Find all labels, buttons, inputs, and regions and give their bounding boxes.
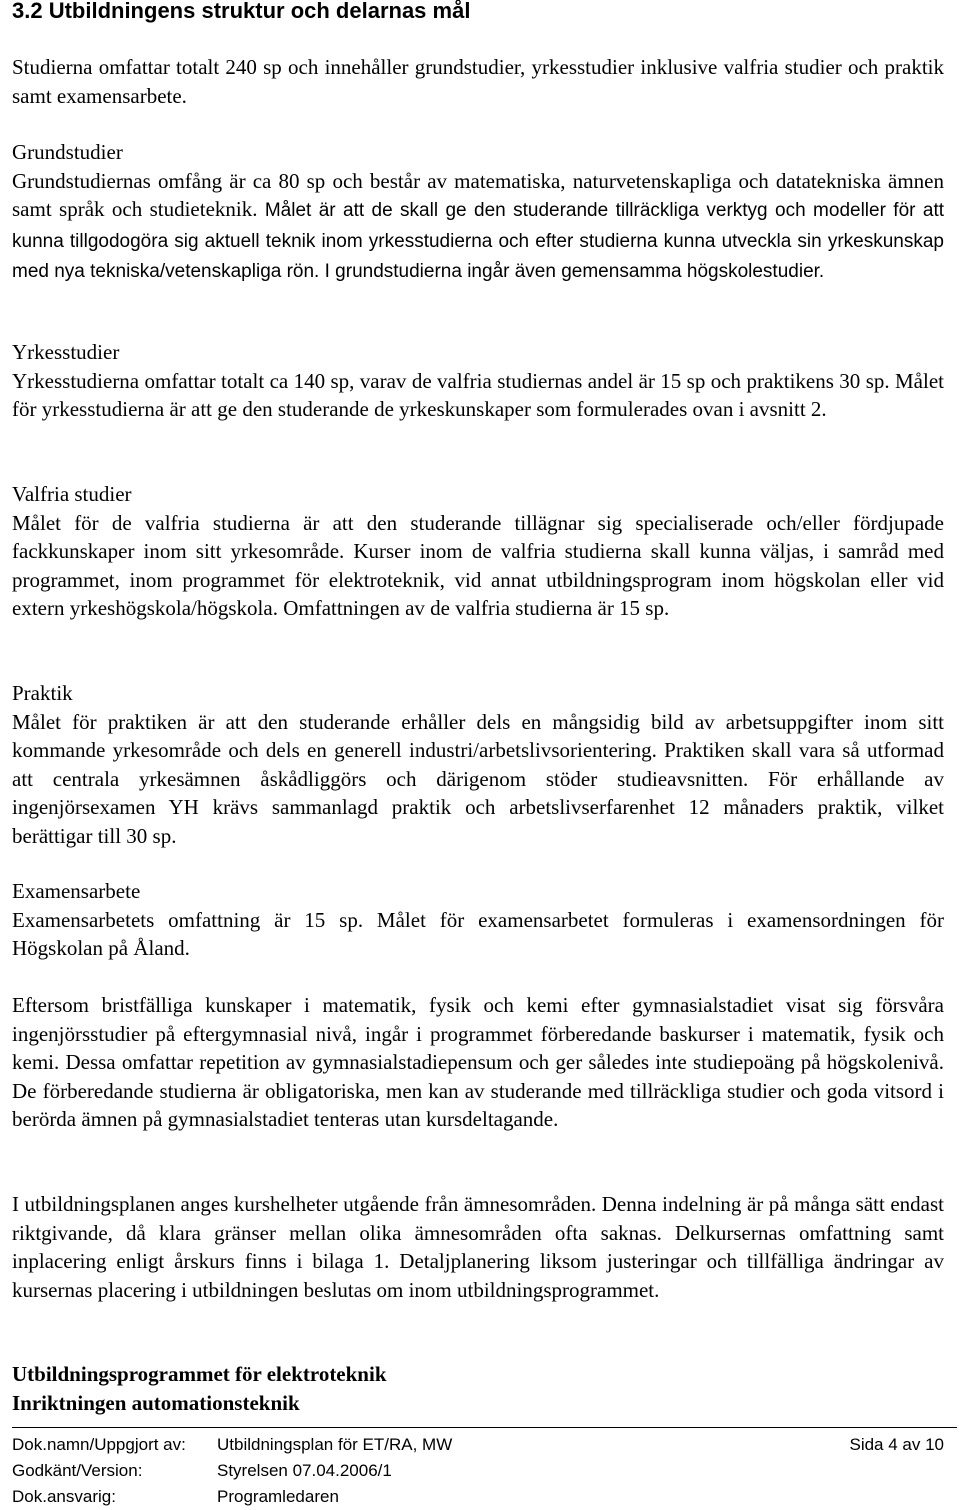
intro-paragraph — [12, 53, 944, 110]
praktik-text: Målet för praktiken är att den studerande erhåller dels en mångsidig bild av arbetsuppgifter inom sitt kommande yrkesområde och dels en generell industri/arbetslivsorientering. Praktiken skall vara så utformad att centrala yrkesämnen åskådliggörs och därigenom stöder studieavsnitten. För erhållande av ingenjörsexamen YH krävs sammanlagd praktik och arbetslivserfarenhet 12 månaders praktik, vilket berättigar till 30 sp. — [12, 709, 944, 848]
valfria-section — [12, 480, 944, 623]
intro-text: Studierna omfattar totalt 240 sp och innehåller grundstudier, yrkesstudier inklusive valfria studier och praktik samt examensarbete. — [12, 55, 944, 108]
grundstudier-paragraph — [12, 167, 944, 287]
footer-info — [12, 1432, 452, 1510]
footer-owner-label: Dok.ansvarig: — [12, 1487, 116, 1506]
grundstudier-section — [12, 138, 944, 287]
page-number: Sida 4 av 10 — [849, 1435, 944, 1454]
footer-approved-row — [12, 1458, 452, 1484]
yrkesstudier-section — [12, 338, 944, 424]
examensarbete-text: Examensarbetets omfattning är 15 sp. Målet för examensarbetet formuleras i examensordningen för Högskolan på Åland. — [12, 907, 944, 960]
footer-approved-value: Styrelsen 07.04.2006/1 — [217, 1461, 392, 1480]
utbildningsplanen-paragraph — [12, 1190, 944, 1304]
valfria-heading: Valfria studier — [12, 482, 132, 506]
valfria-text: Målet för de valfria studierna är att den studerande tillägnar sig specialiserade och/eller fördjupade fackkunskaper inom sitt yrkesområde. Kurser inom de valfria studierna skall kunna väljas, i samråd med programmet, inom programmet för elektroteknik, vid annat utbildningsprogram inom högskolan eller vid extern yrkeshögskola/högskola. Omfattningen av de valfria studierna är 15 sp. — [12, 510, 944, 620]
program-title-line-1: Utbildningsprogrammet för elektroteknik — [12, 1362, 387, 1386]
section-title: 3.2 Utbildningens struktur och delarnas mål — [12, 0, 471, 23]
baskurser-paragraph — [12, 991, 944, 1134]
footer-approved-label: Godkänt/Version: — [12, 1461, 143, 1480]
grundstudier-heading: Grundstudier — [12, 140, 123, 164]
footer-owner-value: Programledaren — [217, 1487, 339, 1506]
examensarbete-heading: Examensarbete — [12, 879, 141, 903]
utbildningsplanen-text: I utbildningsplanen anges kurshelheter utgående från ämnesområden. Denna indelning är på många sätt endast riktgivande, då klara gränser mellan olika ämnesområden ofta saknas. Delkursernas omfattning samt inplacering enligt årskurs finns i bilaga 1. Detaljplanering liksom justeringar och tillfälliga ändringar av kursernas placering i utbildningen beslutas om inom utbildningsprogrammet. — [12, 1192, 944, 1302]
yrkesstudier-text: Yrkesstudierna omfattar totalt ca 140 sp, varav de valfria studiernas andel är 15 sp och praktikens 30 sp. Målet för yrkesstudierna är att ge den studerande de yrkeskunskaper som formulerades ovan i avsnitt 2. — [12, 368, 944, 421]
footer-owner-row — [12, 1484, 452, 1510]
footer-divider — [12, 1427, 957, 1428]
footer-doc-value: Utbildningsplan för ET/RA, MW — [217, 1435, 453, 1454]
baskurser-text: Eftersom bristfälliga kunskaper i matematik, fysik och kemi efter gymnasialstadiet visat sig försvåra ingenjörsstudier på eftergymnasial nivå, ingår i programmet förberedande baskurser i matematik, fysik och kemi. Dessa omfattar repetition av gymnasialstadiepensum och ger således inte studiepoäng på högskolenivå. De förberedande studierna är obligatoriska, men kan av studerande med tillräckliga studier och goda vitsord i berörda ämnen på gymnasialstadiet tenteras utan kursdeltagande. — [12, 993, 944, 1131]
grundstudier-text-serif: Grundstudiernas omfång är ca 80 sp och består av matematiska, naturvetenskapliga och datatekniska ämnen samt språk och studieteknik. — [12, 168, 944, 221]
examensarbete-section — [12, 877, 944, 963]
praktik-heading: Praktik — [12, 681, 73, 705]
program-title — [12, 1360, 944, 1417]
grundstudier-text-sans: Målet är att de skall ge den studerande tillräckliga verktyg och modeller för att kunna tillgodogöra sig aktuell teknik inom yrkesstudierna och efter studierna kunna utveckla sin yrkeskunskap med nya tekniska/vetenskapliga rön. I grundstudierna ingår även gemensamma högskolestudier. — [12, 200, 945, 282]
footer-doc-row — [12, 1432, 452, 1458]
program-title-line-2: Inriktningen automationsteknik — [12, 1390, 300, 1415]
praktik-section — [12, 679, 944, 850]
yrkesstudier-heading: Yrkesstudier — [12, 340, 120, 364]
footer-doc-label: Dok.namn/Uppgjort av: — [12, 1435, 186, 1454]
